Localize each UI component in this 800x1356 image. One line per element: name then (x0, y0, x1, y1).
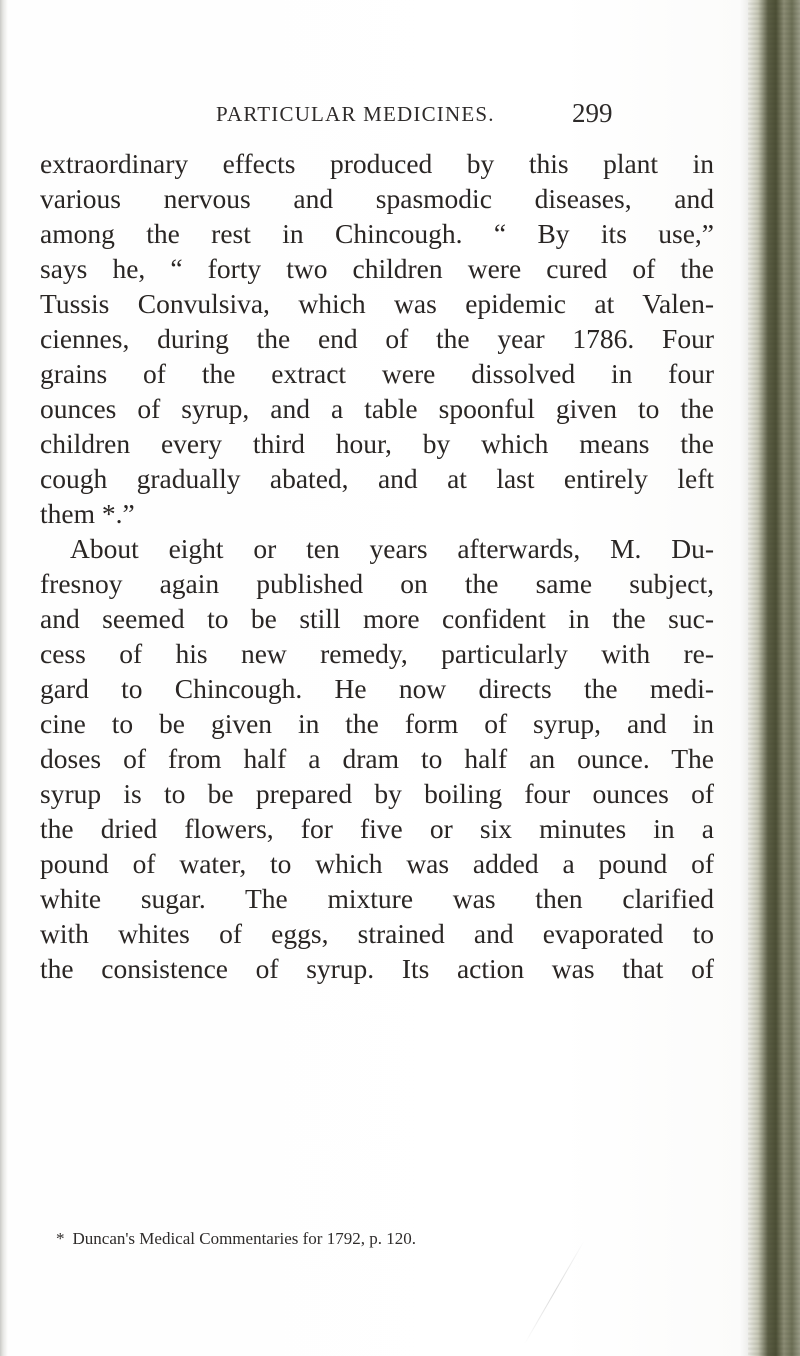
text-line: and seemed to be still more confident in the suc- (40, 603, 714, 634)
paper-crease (524, 1240, 585, 1344)
text-line: among the rest in Chincough. “ By its use,” (40, 218, 714, 249)
running-head (0, 98, 740, 138)
text-line: them *.” (40, 498, 135, 529)
text-line: fresnoy again published on the same subject, (40, 568, 714, 599)
text-line: ciennes, during the end of the year 1786. Four (40, 323, 714, 354)
footnote-mark: * (56, 1229, 65, 1248)
text-line: cough gradually abated, and at last entirely left (40, 463, 714, 494)
text-line: says he, “ forty two children were cured of the (40, 253, 714, 284)
text-line: gard to Chincough. He now directs the medi- (40, 673, 714, 704)
text-line: the consistence of syrup. Its action was that of (40, 953, 714, 984)
page-gutter (0, 0, 8, 1356)
footnote-text: Duncan's Medical Commentaries for 1792, p. 120. (72, 1229, 416, 1248)
text-line: doses of from half a dram to half an ounce. The (40, 743, 714, 774)
book-binding-edge (748, 0, 800, 1356)
text-line: various nervous and spasmodic diseases, and (40, 183, 714, 214)
text-line: syrup is to be prepared by boiling four ounces of (40, 778, 714, 809)
text-line: white sugar. The mixture was then clarified (40, 883, 714, 914)
page-number: 299 (572, 98, 613, 128)
text-line: the dried flowers, for five or six minutes in a (40, 813, 714, 844)
text-line: Tussis Convulsiva, which was epidemic at Valen- (40, 288, 714, 319)
text-line: ounces of syrup, and a table spoonful given to the (40, 393, 714, 424)
text-line: pound of water, to which was added a pound of (40, 848, 714, 879)
paragraph-first-line: About eight or ten years afterwards, M. Du- (70, 533, 714, 564)
running-head-title: PARTICULAR MEDICINES. (216, 102, 495, 126)
text-line: with whites of eggs, strained and evaporated to (40, 918, 714, 949)
text-line: cess of his new remedy, particularly with re- (40, 638, 714, 669)
text-line: extraordinary effects produced by this plant in (40, 148, 714, 179)
text-line: cine to be given in the form of syrup, and in (40, 708, 714, 739)
text-line: children every third hour, by which means the (40, 428, 714, 459)
text-line: grains of the extract were dissolved in four (40, 358, 714, 389)
footnote (56, 1228, 676, 1250)
